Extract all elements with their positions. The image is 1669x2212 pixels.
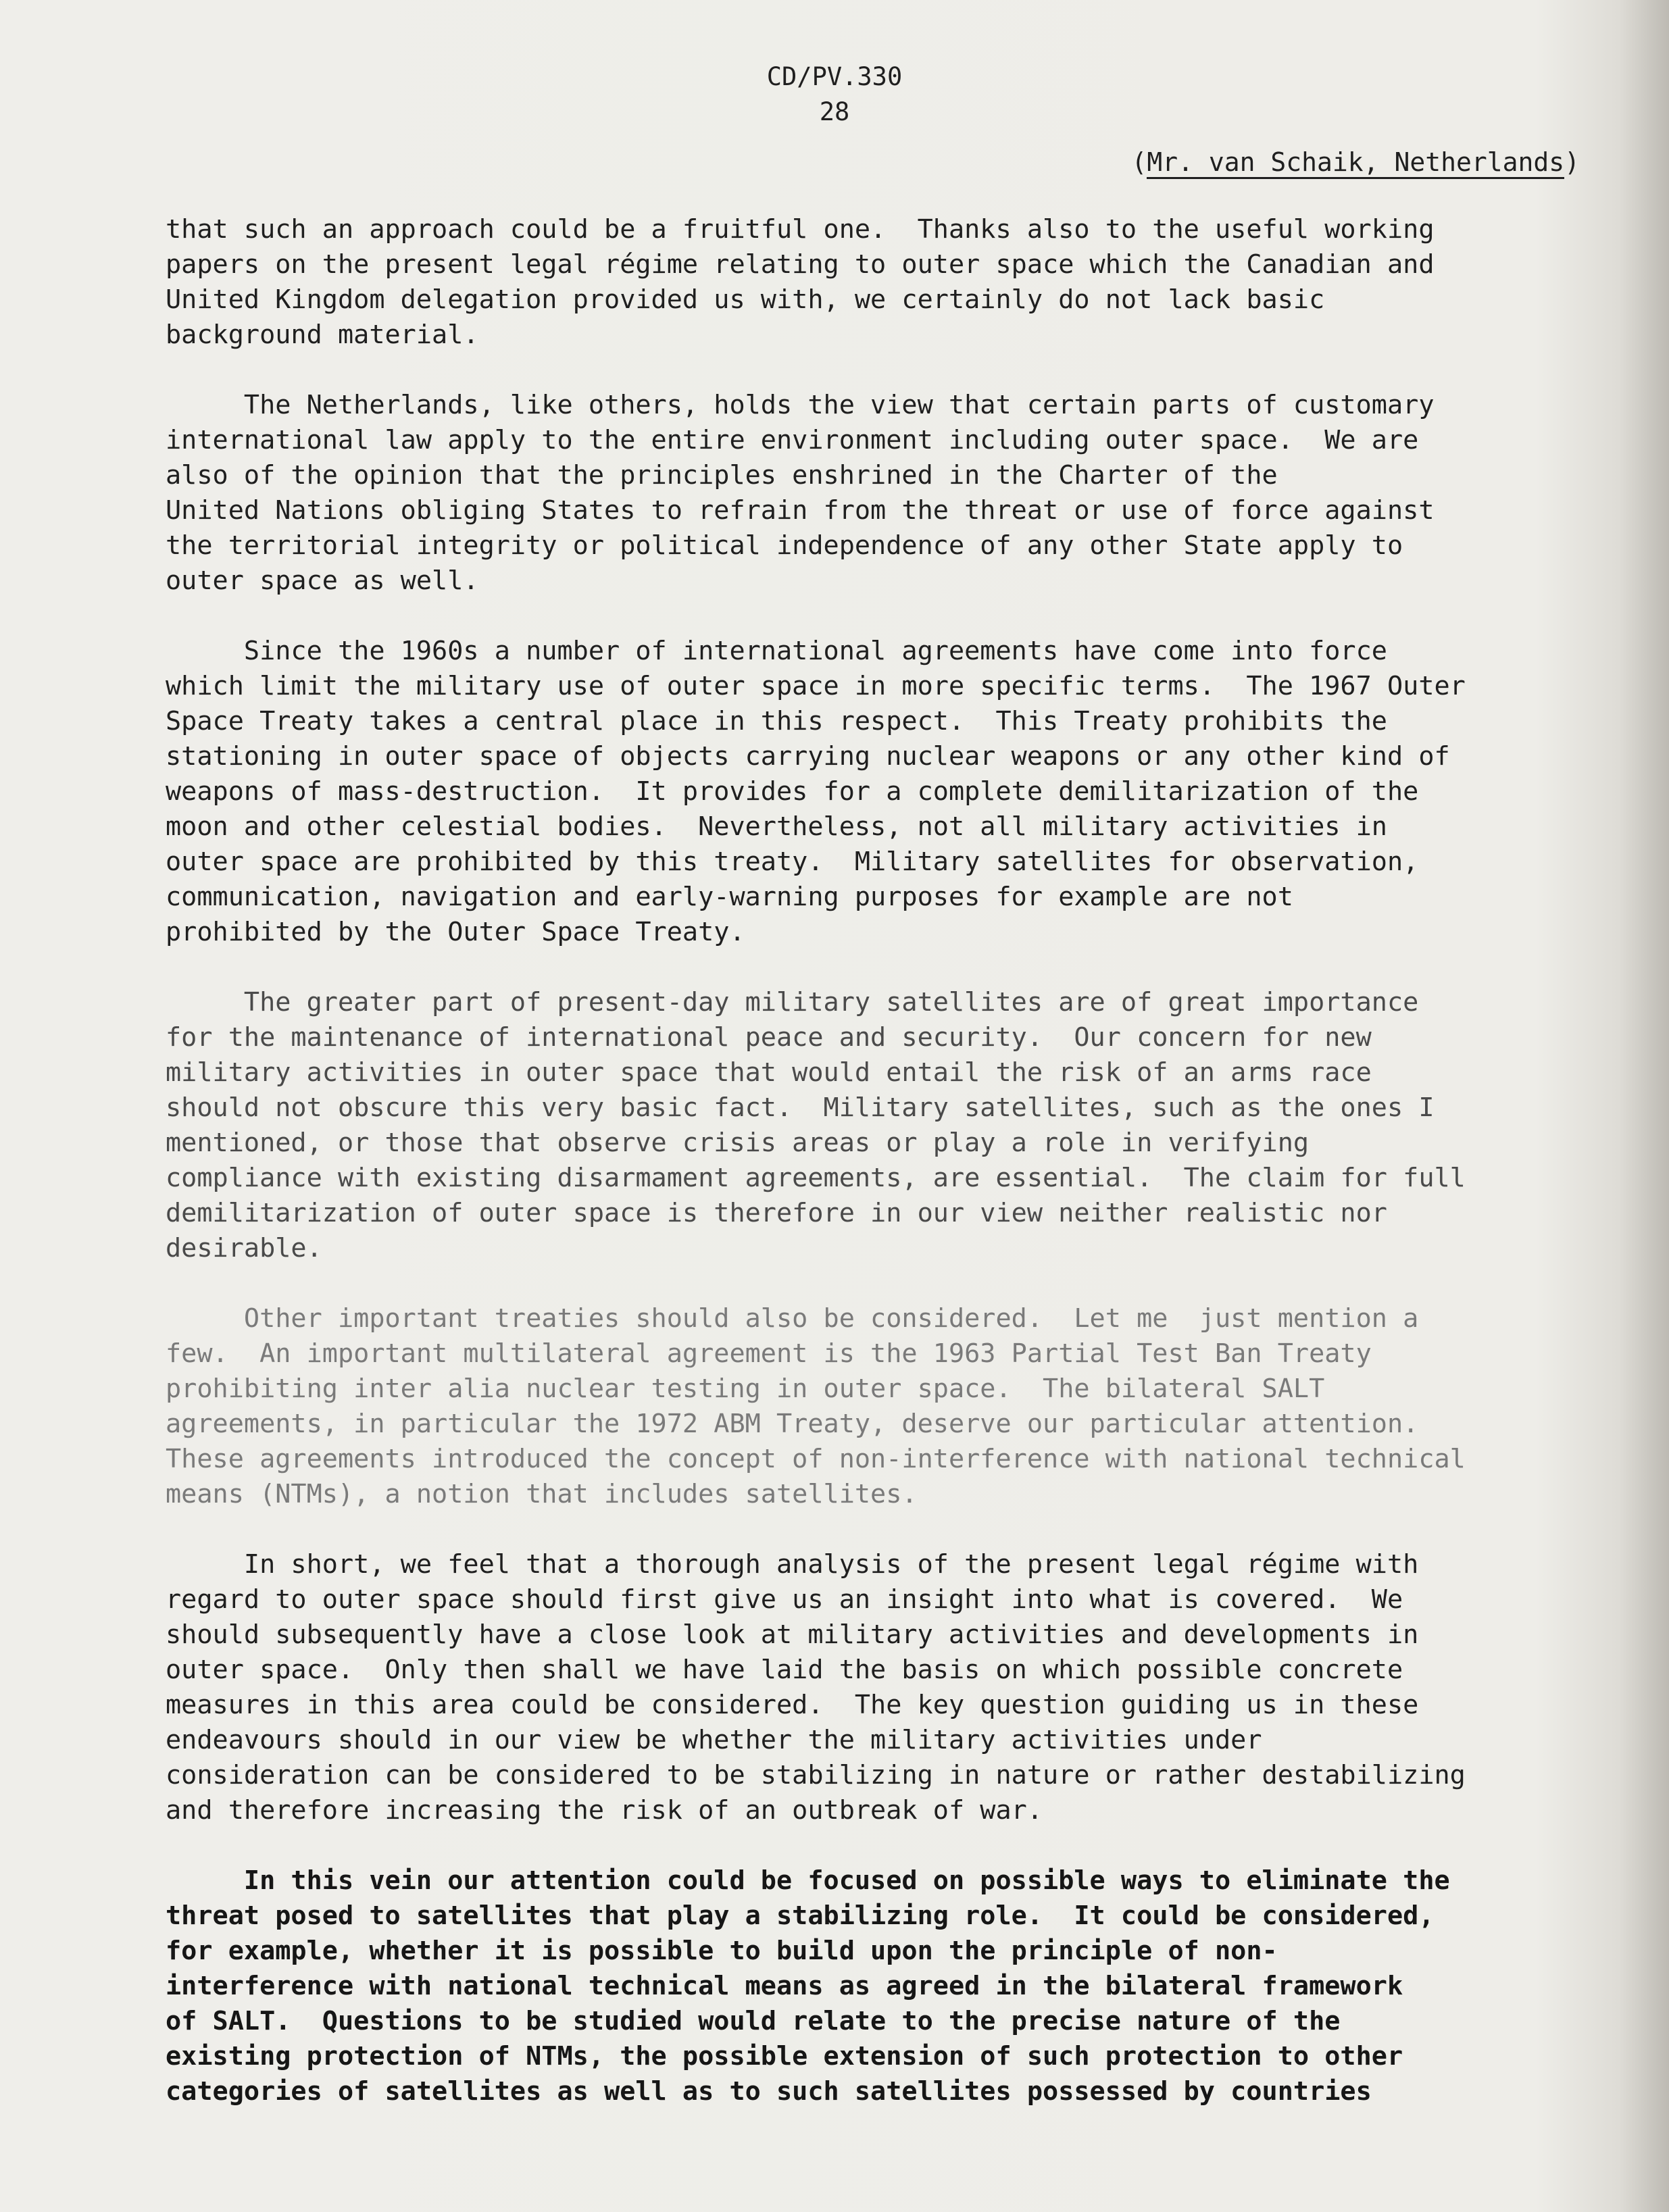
text-line: communication, navigation and early-warning purposes for example are not <box>166 882 1293 912</box>
text-line: should subsequently have a close look at military activities and developments in <box>166 1619 1419 1650</box>
text-line: prohibiting inter alia nuclear testing in outer space. The bilateral SALT <box>166 1374 1325 1404</box>
text-line: mentioned, or those that observe crisis areas or play a role in verifying <box>166 1128 1310 1158</box>
document-id: CD/PV.330 <box>766 62 903 91</box>
text-line: The Netherlands, like others, holds the view that certain parts of customary <box>166 390 1435 420</box>
text-line: that such an approach could be a fruitful one. Thanks also to the useful working <box>166 214 1435 245</box>
text-line: background material. <box>166 320 479 350</box>
paragraph-6 <box>166 1547 1639 1828</box>
paragraph-1 <box>166 212 1639 353</box>
text-line: These agreements introduced the concept of non-interference with national technical <box>166 1444 1466 1474</box>
text-line: international law apply to the entire environment including outer space. We are <box>166 425 1419 455</box>
text-line: Since the 1960s a number of international agreements have come into force <box>166 636 1387 666</box>
paragraph-7 <box>166 1863 1639 2109</box>
speaker-attribution: (Mr. van Schaik, Netherlands) <box>1132 145 1580 180</box>
text-line: weapons of mass-destruction. It provides for a complete demilitarization of the <box>166 776 1419 807</box>
text-line: Other important treaties should also be considered. Let me just mention a <box>166 1303 1419 1334</box>
body-text <box>166 212 1639 2144</box>
text-line: prohibited by the Outer Space Treaty. <box>166 917 745 947</box>
text-line: measures in this area could be considered. The key question guiding us in these <box>166 1690 1419 1720</box>
text-line: outer space. Only then shall we have laid the basis on which possible concrete <box>166 1655 1403 1685</box>
text-line: desirable. <box>166 1233 322 1263</box>
text-line: and therefore increasing the risk of an outbreak of war. <box>166 1795 1043 1826</box>
text-line: Space Treaty takes a central place in this respect. This Treaty prohibits the <box>166 706 1387 736</box>
text-line: regard to outer space should first give us an insight into what is covered. We <box>166 1584 1403 1615</box>
text-line: outer space are prohibited by this treaty. Military satellites for observation, <box>166 847 1419 877</box>
text-line: In this vein our attention could be focused on possible ways to eliminate the <box>166 1865 1450 1896</box>
text-line: of SALT. Questions to be studied would relate to the precise nature of the <box>166 2006 1341 2036</box>
page-number: 28 <box>819 97 850 126</box>
text-line: military activities in outer space that would entail the risk of an arms race <box>166 1057 1372 1088</box>
text-line: agreements, in particular the 1972 ABM Treaty, deserve our particular attention. <box>166 1409 1419 1439</box>
text-line: endeavours should in our view be whether the military activities under <box>166 1725 1262 1755</box>
text-line: consideration can be considered to be stabilizing in nature or rather destabilizing <box>166 1760 1466 1790</box>
text-line: which limit the military use of outer space in more specific terms. The 1967 Outer <box>166 671 1466 701</box>
paragraph-5 <box>166 1301 1639 1512</box>
text-line: United Nations obliging States to refrain from the threat or use of force against <box>166 495 1435 526</box>
text-line: stationing in outer space of objects carrying nuclear weapons or any other kind of <box>166 741 1450 772</box>
text-line: papers on the present legal régime relating to outer space which the Canadian and <box>166 249 1435 280</box>
text-line: interference with national technical means as agreed in the bilateral framework <box>166 1971 1403 2001</box>
text-line: for the maintenance of international peace and security. Our concern for new <box>166 1022 1372 1053</box>
text-line: means (NTMs), a notion that includes satellites. <box>166 1479 918 1509</box>
text-line: outer space as well. <box>166 565 479 596</box>
text-line: categories of satellites as well as to such satellites possessed by countries <box>166 2076 1372 2107</box>
text-line: United Kingdom delegation provided us with, we certainly do not lack basic <box>166 284 1325 315</box>
paragraph-4 <box>166 985 1639 1266</box>
text-line: for example, whether it is possible to build upon the principle of non- <box>166 1936 1278 1966</box>
paragraph-3 <box>166 634 1639 950</box>
text-line: should not obscure this very basic fact. Military satellites, such as the ones I <box>166 1092 1435 1123</box>
text-line: the territorial integrity or political independence of any other State apply to <box>166 530 1403 561</box>
text-line: threat posed to satellites that play a stabilizing role. It could be considered, <box>166 1901 1435 1931</box>
text-line: existing protection of NTMs, the possible extension of such protection to other <box>166 2041 1403 2071</box>
speaker-name: Mr. van Schaik, Netherlands <box>1147 147 1564 179</box>
document-header <box>733 59 936 130</box>
text-line: compliance with existing disarmament agreements, are essential. The claim for full <box>166 1163 1466 1193</box>
text-line: moon and other celestial bodies. Nevertheless, not all military activities in <box>166 811 1387 842</box>
text-line: few. An important multilateral agreement is the 1963 Partial Test Ban Treaty <box>166 1338 1372 1369</box>
text-line: The greater part of present-day military satellites are of great importance <box>166 987 1419 1017</box>
text-line: In short, we feel that a thorough analysis of the present legal régime with <box>166 1549 1419 1580</box>
paragraph-2 <box>166 388 1639 599</box>
text-line: demilitarization of outer space is therefore in our view neither realistic nor <box>166 1198 1387 1228</box>
text-line: also of the opinion that the principles enshrined in the Charter of the <box>166 460 1278 491</box>
